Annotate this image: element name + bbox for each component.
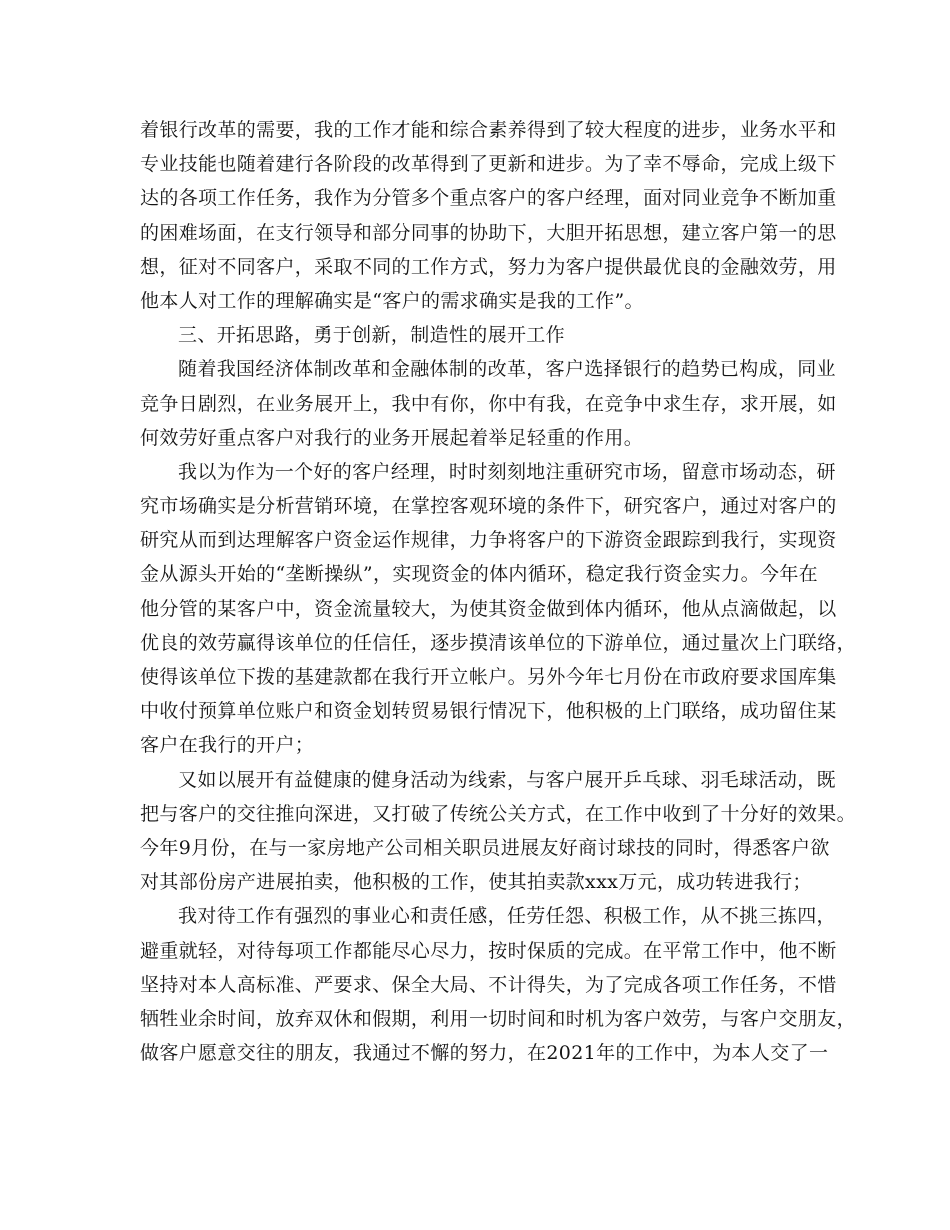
text-line: 他本人对工作的理解确实是“客户的需求确实是我的工作”。 — [140, 289, 644, 312]
document-body — [140, 113, 856, 1070]
text-line: 的困难场面，在支行领导和部分同事的协助下，大胆开拓思想，建立客户第一的思 — [140, 221, 837, 244]
text-line: 我对待工作有强烈的事业心和责任感，任劳任怨、积极工作，从不挑三拣四， — [178, 905, 836, 928]
text-line: 对其部份房产进展拍卖，他积极的工作，使其拍卖款xxx万元，成功转进我行； — [140, 871, 812, 894]
text-line: 使得该单位下拨的基建款都在我行开立帐户。另外今年七月份在市政府要求国库集 — [140, 666, 837, 688]
text-line: 做客户愿意交往的朋友，我通过不懈的努力，在2021年的工作中，为本人交了一 — [140, 1042, 829, 1065]
text-line: 避重就轻，对待每项工作都能尽心尽力，按时保质的完成。在平常工作中，他不断 — [140, 939, 837, 962]
text-line: 金从源头开始的“垄断操纵”，实现资金的体内循环，稳定我行资金实力。今年在 — [140, 563, 819, 586]
text-line: 随着我国经济体制改革和金融体制的改革，客户选择银行的趋势已构成，同业 — [178, 358, 836, 381]
text-line: 专业技能也随着建行各阶段的改革得到了更新和进步。为了幸不辱命，完成上级下 — [140, 153, 837, 176]
text-line: 研究从而到达理解客户资金运作规律，力争将客户的下游资金跟踪到我行，实现资 — [140, 529, 837, 552]
text-line: 我以为作为一个好的客户经理，时时刻刻地注重研究市场，留意市场动态，研 — [178, 460, 836, 483]
text-line: 坚持对本人高标准、严要求、保全大局、不计得失，为了完成各项工作任务，不惜 — [140, 973, 837, 996]
text-line: 又如以展开有益健康的健身活动为线索，与客户展开乒乓球、羽毛球活动，既 — [178, 768, 836, 791]
text-line: 他分管的某客户中，资金流量较大，为使其资金做到体内循环，他从点滴做起，以 — [140, 597, 837, 620]
text-line: 中收付预算单位账户和资金划转贸易银行情况下，他积极的上门联络，成功留住某 — [140, 700, 837, 723]
section-heading: 三、开拓思路，勇于创新，制造性的展开工作 — [178, 324, 566, 347]
text-line: 优良的效劳赢得该单位的任信任，逐步摸清该单位的下游单位，通过量次上门联络， — [140, 631, 856, 654]
text-line: 着银行改革的需要，我的工作才能和综合素养得到了较大程度的进步，业务水平和 — [140, 119, 837, 141]
text-line: 竞争日剧烈，在业务展开上，我中有你，你中有我，在竞争中求生存，求开展，如 — [140, 392, 837, 415]
text-line: 达的各项工作任务，我作为分管多个重点客户的客户经理，面对同业竞争不断加重 — [140, 187, 837, 210]
text-line: 想，征对不同客户，采取不同的工作方式，努力为客户提供最优良的金融效劳，用 — [140, 255, 837, 278]
text-line: 究市场确实是分析营销环境，在掌控客观环境的条件下，研究客户，通过对客户的 — [140, 495, 837, 518]
text-line: 牺牲业余时间，放弃双休和假期，利用一切时间和时机为客户效劳，与客户交朋友， — [140, 1007, 856, 1030]
text-line: 何效劳好重点客户对我行的业务开展起着举足轻重的作用。 — [140, 426, 644, 449]
text-line: 今年9月份，在与一家房地产公司相关职员进展友好商讨球技的同时，得悉客户欲 — [140, 836, 830, 859]
text-line: 把与客户的交往推向深进，又打破了传统公关方式，在工作中收到了十分好的效果。 — [140, 802, 856, 825]
text-line: 客户在我行的开户； — [140, 734, 315, 757]
